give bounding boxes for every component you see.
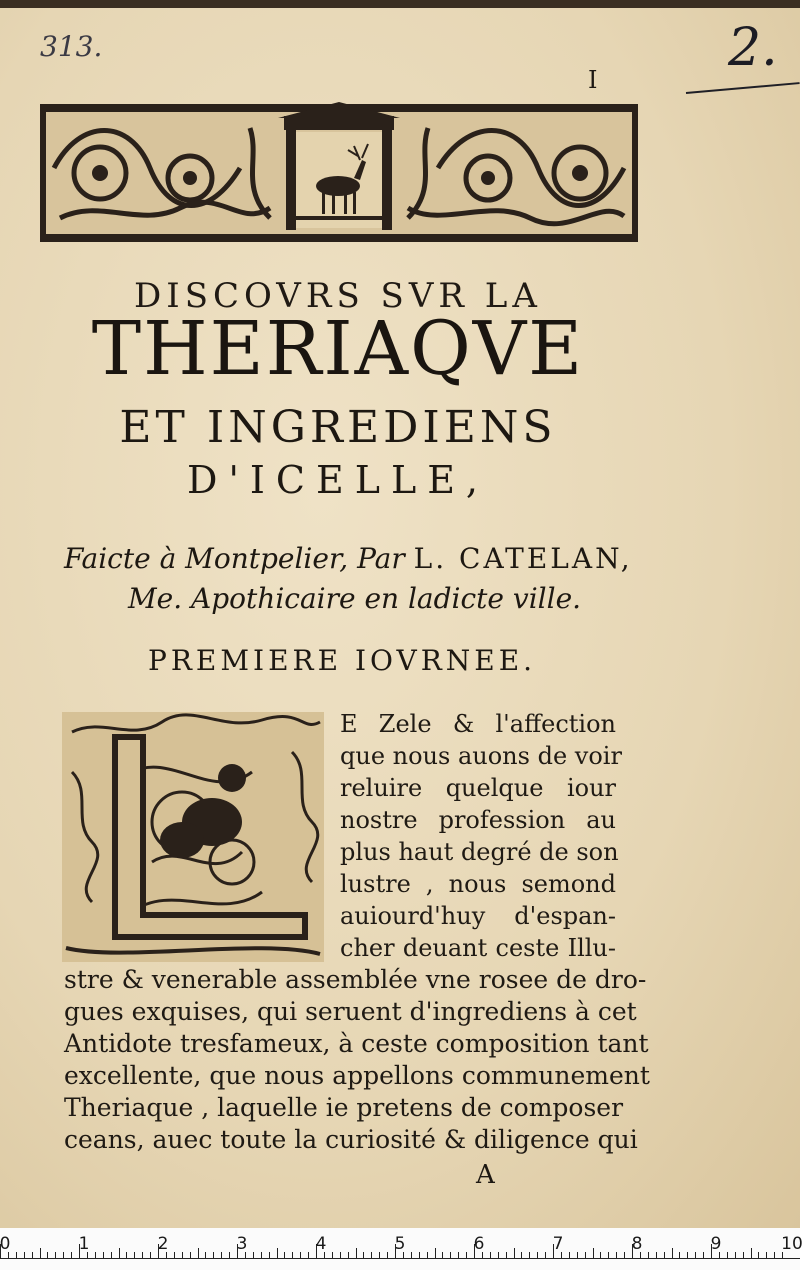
ruler-tick bbox=[348, 1252, 349, 1258]
ruler-tick bbox=[47, 1252, 48, 1258]
ruler-label: 6 bbox=[473, 1234, 485, 1254]
shelfmark-annotation: 313. bbox=[40, 30, 103, 63]
ruler-tick bbox=[450, 1252, 451, 1258]
text-line: plus haut degré de son bbox=[340, 838, 619, 866]
byline-place: Faicte à Montpelier, Par bbox=[64, 542, 405, 575]
ruler-tick bbox=[221, 1252, 222, 1258]
ruler-tick bbox=[608, 1252, 609, 1258]
ruler-tick bbox=[569, 1252, 570, 1258]
text-line: Theriaque , laquelle ie pretens de composer bbox=[64, 1093, 624, 1122]
ruler-tick bbox=[63, 1252, 64, 1258]
measurement-ruler bbox=[0, 1228, 803, 1270]
ruler-tick bbox=[419, 1252, 420, 1258]
ruler-tick bbox=[545, 1252, 546, 1258]
text-line: cher deuant ceste Illu- bbox=[340, 934, 616, 962]
author-name: L. CATELAN, bbox=[413, 542, 633, 575]
folio-number: I bbox=[588, 66, 598, 94]
ruler-tick bbox=[261, 1252, 262, 1258]
ruler-tick bbox=[435, 1248, 436, 1258]
text-line: lustre , nous semond bbox=[340, 870, 616, 898]
ruler-baseline bbox=[0, 1258, 800, 1259]
ruler-tick bbox=[213, 1252, 214, 1258]
ruler-tick bbox=[466, 1252, 467, 1258]
ruler-tick bbox=[71, 1252, 72, 1258]
ruler-tick bbox=[648, 1252, 649, 1258]
body-text-full-width bbox=[64, 964, 650, 1156]
ruler-tick bbox=[174, 1252, 175, 1258]
ruler-label: 10 bbox=[781, 1234, 803, 1254]
decorated-initial-l bbox=[62, 712, 324, 962]
ruler-tick bbox=[514, 1248, 515, 1258]
title-line-3: ET INGREDIENS bbox=[119, 402, 557, 453]
manuscript-number-annotation: 2. bbox=[728, 18, 778, 78]
ruler-tick bbox=[95, 1252, 96, 1258]
ruler-tick bbox=[198, 1248, 199, 1258]
byline-line-2: Me. Apothicaire en ladicte ville. bbox=[128, 582, 582, 615]
ruler-tick bbox=[656, 1252, 657, 1258]
catchword: A bbox=[476, 1160, 495, 1190]
ruler-tick bbox=[190, 1252, 191, 1258]
ruler-tick bbox=[411, 1252, 412, 1258]
ruler-tick bbox=[664, 1252, 665, 1258]
ruler-tick bbox=[616, 1252, 617, 1258]
text-line: que nous auons de voir bbox=[340, 742, 622, 770]
ruler-label: 4 bbox=[315, 1234, 327, 1254]
ruler-tick bbox=[506, 1252, 507, 1258]
ruler-label: 9 bbox=[710, 1234, 722, 1254]
ornamental-headpiece bbox=[40, 98, 638, 246]
ruler-tick bbox=[284, 1252, 285, 1258]
ruler-tick bbox=[134, 1252, 135, 1258]
ruler-tick bbox=[521, 1252, 522, 1258]
text-line: reluire quelque iour bbox=[340, 774, 616, 802]
ruler-label: 7 bbox=[552, 1234, 564, 1254]
ruler-tick bbox=[16, 1252, 17, 1258]
ruler-tick bbox=[40, 1248, 41, 1258]
ruler-tick bbox=[229, 1252, 230, 1258]
ruler-tick bbox=[150, 1252, 151, 1258]
ruler-tick bbox=[103, 1252, 104, 1258]
text-line: ceans, auec toute la curiosité & diligence qui bbox=[64, 1125, 638, 1154]
text-line: gues exquises, qui seruent d'ingrediens à cet bbox=[64, 997, 637, 1026]
ruler-tick bbox=[142, 1252, 143, 1258]
section-heading: PREMIERE IOVRNEE. bbox=[148, 644, 537, 677]
body-text-beside-initial bbox=[340, 708, 622, 964]
ruler-tick bbox=[55, 1252, 56, 1258]
ruler-tick bbox=[498, 1252, 499, 1258]
text-line: excellente, que nous appellons communement bbox=[64, 1061, 650, 1090]
ruler-tick bbox=[363, 1252, 364, 1258]
ruler-tick bbox=[537, 1252, 538, 1258]
ruler-tick bbox=[32, 1252, 33, 1258]
ruler-tick bbox=[182, 1252, 183, 1258]
ruler-tick bbox=[593, 1248, 594, 1258]
text-line: auiourd'huy d'espan- bbox=[340, 902, 616, 930]
byline-line-1 bbox=[64, 542, 633, 575]
ruler-tick bbox=[24, 1252, 25, 1258]
ruler-tick bbox=[687, 1252, 688, 1258]
ruler-tick bbox=[774, 1252, 775, 1258]
ruler-tick bbox=[300, 1252, 301, 1258]
ruler-tick bbox=[743, 1252, 744, 1258]
ruler-tick bbox=[758, 1252, 759, 1258]
ruler-tick bbox=[679, 1252, 680, 1258]
ruler-tick bbox=[703, 1252, 704, 1258]
ruler-tick bbox=[308, 1252, 309, 1258]
text-line: Antidote tresfameux, à ceste composition tant bbox=[64, 1029, 649, 1058]
ruler-tick bbox=[529, 1252, 530, 1258]
ruler-tick bbox=[371, 1252, 372, 1258]
text-line: nostre profession au bbox=[340, 806, 616, 834]
ruler-tick bbox=[624, 1252, 625, 1258]
ruler-tick bbox=[269, 1252, 270, 1258]
text-line: stre & venerable assemblée vne rosee de dro- bbox=[64, 965, 647, 994]
ruler-tick bbox=[727, 1252, 728, 1258]
ruler-tick bbox=[277, 1248, 278, 1258]
ruler-tick bbox=[332, 1252, 333, 1258]
ruler-tick bbox=[585, 1252, 586, 1258]
ruler-tick bbox=[126, 1252, 127, 1258]
text-line: E Zele & l'affection bbox=[340, 710, 616, 738]
ruler-tick bbox=[600, 1252, 601, 1258]
ruler-tick bbox=[387, 1252, 388, 1258]
ruler-tick bbox=[766, 1252, 767, 1258]
title-line-4: D'ICELLE, bbox=[186, 458, 490, 502]
ruler-tick bbox=[458, 1252, 459, 1258]
ruler-label: 5 bbox=[394, 1234, 406, 1254]
ruler-tick bbox=[292, 1252, 293, 1258]
ruler-tick bbox=[695, 1252, 696, 1258]
ruler-tick bbox=[379, 1252, 380, 1258]
ruler-tick bbox=[427, 1252, 428, 1258]
ruler-tick bbox=[253, 1252, 254, 1258]
ruler-tick bbox=[735, 1252, 736, 1258]
ruler-label: 3 bbox=[236, 1234, 248, 1254]
ruler-label: 1 bbox=[78, 1234, 90, 1254]
ruler-label: 8 bbox=[631, 1234, 643, 1254]
title-main: THERIAQVE bbox=[91, 306, 585, 392]
ruler-tick bbox=[205, 1252, 206, 1258]
ruler-tick bbox=[577, 1252, 578, 1258]
ruler-tick bbox=[356, 1248, 357, 1258]
ruler-tick bbox=[111, 1252, 112, 1258]
ruler-tick bbox=[442, 1252, 443, 1258]
ruler-tick bbox=[340, 1252, 341, 1258]
ruler-tick bbox=[119, 1248, 120, 1258]
ruler-tick bbox=[672, 1248, 673, 1258]
ruler-tick bbox=[751, 1248, 752, 1258]
ruler-label: 0 bbox=[0, 1234, 11, 1254]
title-line-1: DISCOVRS SVR LA bbox=[134, 276, 542, 316]
ruler-label: 2 bbox=[157, 1234, 169, 1254]
handwritten-rule bbox=[686, 82, 800, 94]
ruler-tick bbox=[490, 1252, 491, 1258]
